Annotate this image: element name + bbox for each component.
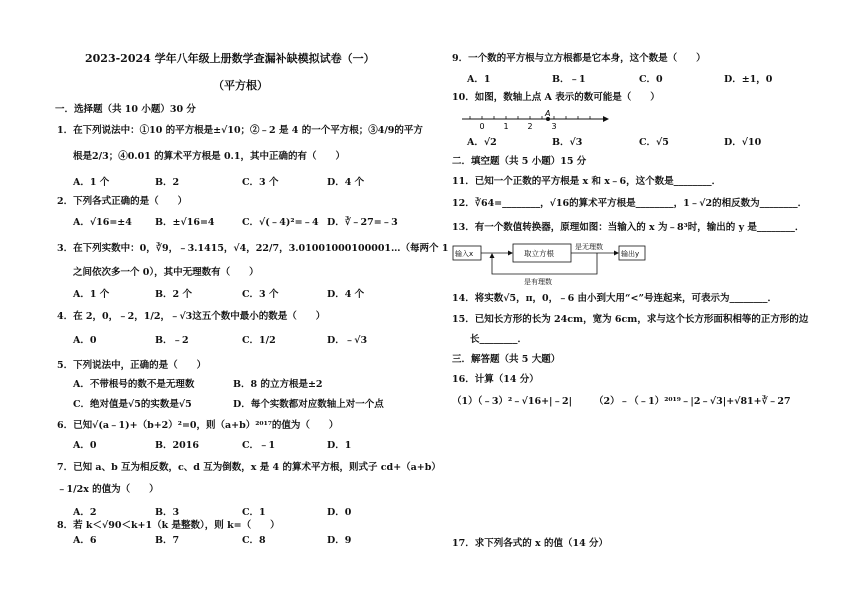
question-1-line-1: 1．在下列说法中：①10 的平方根是±√10；②﹣2 是 4 的一个平方根；③4/9的平方 [57, 125, 423, 136]
question-7-line-1: 7．已知 a、b 互为相反数，c、d 互为倒数，x 是 4 的算术平方根，则式子 cd+（a+b） [57, 462, 441, 473]
flow-loop-arrowhead [490, 253, 495, 258]
flow-process-label: 取立方根 [524, 249, 554, 258]
flow-rational-label: 是有理数 [524, 278, 552, 286]
q1-option-a: A．1 个 [73, 177, 110, 188]
q10-option-b: B．√3 [552, 137, 583, 148]
q10-option-c: C．√5 [639, 137, 669, 148]
q10-option-d: D．√10 [724, 137, 762, 148]
question-15-line-1: 15．已知长方形的长为 24cm，宽为 6cm，求与这个长方形面积相等的正方形的边 [452, 314, 809, 325]
number-line-ticks [470, 116, 590, 131]
flow-arrowhead-1 [508, 251, 513, 256]
q4-option-d: D．﹣√3 [327, 335, 368, 346]
number-line-arrow [603, 116, 609, 122]
section-answer-heading: 三．解答题（共 5 大题） [452, 354, 561, 365]
q6-option-c: C．﹣1 [242, 440, 276, 451]
q6-option-a: A．0 [73, 440, 97, 451]
q3-option-a: A．1 个 [73, 289, 110, 300]
q5-option-c: C．绝对值是√5的实数是√5 [73, 399, 192, 410]
q9-option-c: C．0 [639, 74, 663, 85]
flow-output-label: 输出y [621, 250, 640, 258]
q5-option-d: D．每个实数都对应数轴上对一个点 [233, 399, 384, 410]
question-10: 10．如图，数轴上点 A 表示的数可能是（ ） [452, 92, 660, 103]
question-9: 9．一个数的平方根与立方根都是它本身，这个数是（ ） [452, 53, 706, 64]
q8-option-a: A．6 [73, 535, 97, 546]
q3-option-d: D．4 个 [327, 289, 365, 300]
q7-option-b: B．3 [155, 507, 180, 518]
q4-option-c: C．1/2 [242, 335, 276, 346]
q1-option-c: C．3 个 [242, 177, 279, 188]
question-16: 16．计算（14 分） [452, 374, 539, 385]
question-7-line-2: ﹣1/2x 的值为（ ） [57, 484, 159, 495]
q2-option-b: B．±√16=4 [155, 217, 215, 228]
q2-option-d: D．∛﹣27=﹣3 [327, 217, 398, 228]
q2-option-a: A．√16=±4 [73, 217, 132, 228]
converter-flowchart [452, 240, 652, 286]
q7-option-a: A．2 [73, 507, 97, 518]
q3-option-c: C．3 个 [242, 289, 279, 300]
question-12: 12．∛64=________，√16的算术平方根是________，1﹣√2的相反数为________． [452, 198, 808, 209]
q2-option-c: C．√(﹣4)²=﹣4 [242, 217, 319, 228]
question-11: 11．已知一个正数的平方根是 x 和 x﹣6，这个数是________． [452, 176, 722, 187]
q7-option-c: C．1 [242, 507, 266, 518]
question-6: 6．已知√(a﹣1)+（b+2）²=0，则（a+b）²⁰¹⁷的值为（ ） [57, 420, 339, 431]
q7-option-d: D．0 [327, 507, 352, 518]
number-line-tick-label: 3 [551, 122, 557, 131]
exam-title: 2023-2024 学年八年级上册数学查漏补缺模拟试卷（一） [85, 52, 375, 65]
q1-option-b: B．2 [155, 177, 180, 188]
q4-option-b: B．﹣2 [155, 335, 189, 346]
question-3-line-2: 之间依次多一个 0），其中无理数有（ ） [73, 267, 259, 278]
question-17: 17．求下列各式的 x 的值（14 分） [452, 538, 609, 549]
q1-option-d: D．4 个 [327, 177, 365, 188]
q10-option-a: A．√2 [467, 137, 497, 148]
flow-input-label: 输入x [455, 250, 474, 258]
number-line-tick-label: 2 [527, 122, 533, 131]
number-line-tick-label: 1 [503, 122, 509, 131]
number-line-tick-label: 0 [479, 122, 485, 131]
q5-option-b: B．8 的立方根是±2 [233, 379, 323, 390]
q6-option-b: B．2016 [155, 440, 199, 451]
q9-option-b: B．﹣1 [552, 74, 586, 85]
question-16-part-1: （1）（﹣3）²﹣√16+|﹣2| [452, 396, 573, 407]
exam-subtitle: （平方根） [213, 79, 268, 92]
question-3-line-1: 3．在下列实数中：0，∛9，﹣3.1415，√4，22/7，3.01001000100001…（每两个 1 [57, 243, 449, 254]
q8-option-d: D．9 [327, 535, 352, 546]
question-16-part-2: （2）﹣（﹣1）²⁰¹⁹﹣|2﹣√3|+√81+∛﹣27 [594, 396, 791, 407]
q3-option-b: B．2 个 [155, 289, 192, 300]
q8-option-b: B．7 [155, 535, 180, 546]
question-5: 5．下列说法中，正确的是（ ） [57, 360, 207, 371]
question-8: 8．若 k＜√90＜k+1（k 是整数），则 k=（ ） [57, 520, 280, 531]
question-15-line-2: 长________． [470, 334, 528, 345]
q6-option-d: D．1 [327, 440, 352, 451]
section-choice-heading: 一．选择题（共 10 小题）30 分 [55, 104, 196, 115]
question-13: 13．有一个数值转换器，原理如图：当输入的 x 为﹣8³时，输出的 y 是________． [452, 222, 805, 233]
number-line-figure [460, 110, 610, 132]
q4-option-a: A．0 [73, 335, 97, 346]
question-1-line-2: 根是2/3；④0.01 的算术平方根是 0.1，其中正确的有（ ） [73, 151, 345, 162]
section-fill-heading: 二．填空题（共 5 小题）15 分 [452, 156, 587, 167]
q8-option-c: C．8 [242, 535, 266, 546]
q9-option-a: A．1 [467, 74, 491, 85]
flow-irrational-label: 是无理数 [575, 243, 603, 251]
flow-arrowhead-2 [614, 251, 619, 256]
question-2: 2．下列各式正确的是（ ） [57, 196, 188, 207]
question-4: 4．在 2，0，﹣2，1/2，﹣√3这五个数中最小的数是（ ） [57, 311, 326, 322]
q5-option-a: A．不带根号的数不是无理数 [73, 379, 195, 390]
q9-option-d: D．±1，0 [724, 74, 773, 85]
question-14: 14．将实数√5，π，0，﹣6 由小到大用“<”号连起来，可表示为________． [452, 293, 777, 304]
point-a-label: A [545, 110, 551, 118]
